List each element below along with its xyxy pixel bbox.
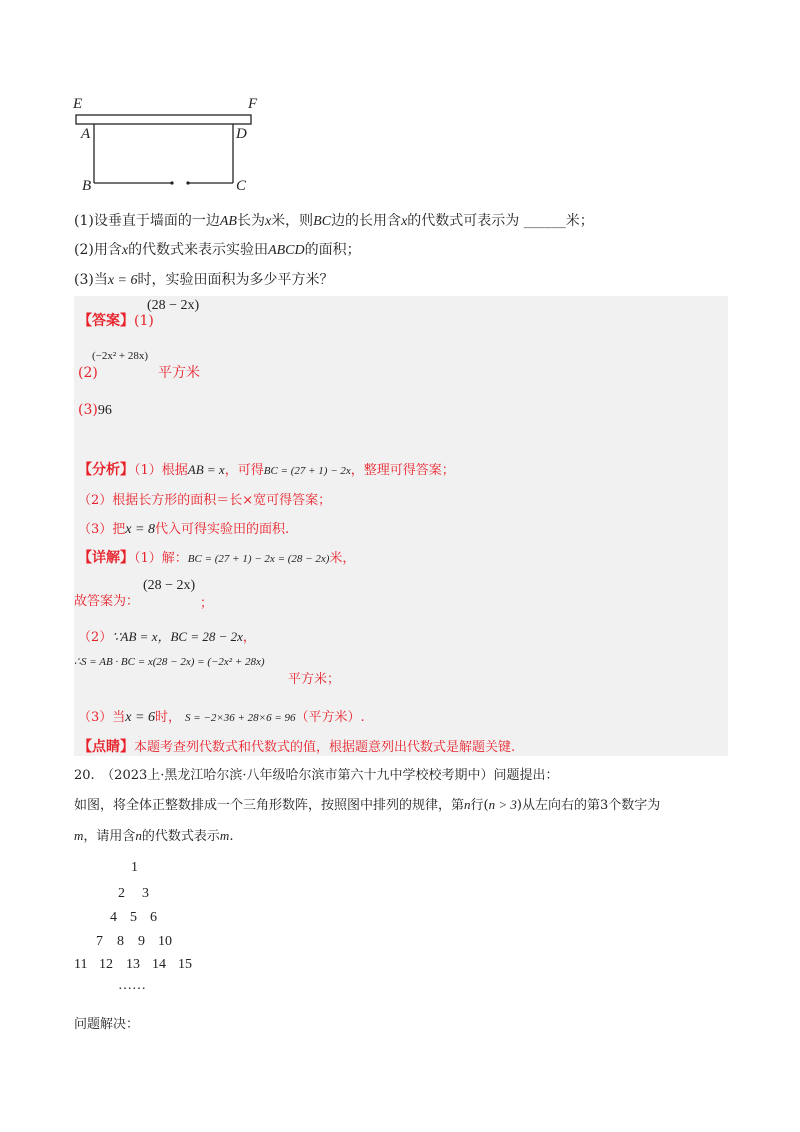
answer-expr1: (28 − 2x) xyxy=(147,298,200,313)
gap-dot-left xyxy=(170,181,173,184)
number-triangle xyxy=(70,860,270,1000)
tri-13: 13 xyxy=(126,957,140,972)
detail-line3: ∴S = AB · BC = x(28 − 2x) = (−2x² + 28x) xyxy=(74,656,265,668)
q19-part2: (2)用含x的代数式来表示实验田ABCD的面积； xyxy=(74,242,361,258)
tri-10: 10 xyxy=(158,934,172,949)
detail-answer-expr: (28 − 2x) xyxy=(143,578,196,593)
tri-12: 12 xyxy=(99,957,113,972)
label-e: E xyxy=(73,96,83,112)
q19-part3: (3)当x = 6时，实验田面积为多少平方米？ xyxy=(74,272,334,288)
analysis-line2: （2）根据长方形的面积＝长×宽可得答案； xyxy=(78,493,332,508)
detail-line2: （2）∵AB = x，BC = 28 − 2x， xyxy=(78,629,256,645)
answer-line1: 【答案】(1) xyxy=(78,313,154,329)
answer-blank: ______ xyxy=(523,213,566,229)
label-f: F xyxy=(248,96,258,112)
tri-7: 7 xyxy=(96,934,103,949)
detail-answer-end: ； xyxy=(200,596,214,611)
tri-11: 11 xyxy=(74,957,88,972)
detail-area-unit: 平方米； xyxy=(288,672,341,687)
tri-5: 5 xyxy=(130,910,137,925)
tri-6: 6 xyxy=(150,910,157,925)
tri-14: 14 xyxy=(152,957,166,972)
analysis-line1: 【分析】（1）根据AB = x，可得BC = (27 + 1) − 2x，整理可得答案； xyxy=(78,462,455,478)
rectangle-figure xyxy=(70,96,270,196)
tri-9: 9 xyxy=(138,934,145,949)
answer-unit2: 平方米 xyxy=(158,365,200,381)
tri-8: 8 xyxy=(117,934,124,949)
label-d: D xyxy=(236,126,247,142)
tri-4: 4 xyxy=(110,910,117,925)
tri-15: 15 xyxy=(178,957,192,972)
tri-3: 3 xyxy=(142,886,149,901)
answer-line2: (2) xyxy=(78,365,98,381)
q20-line2: m，请用含n的代数式表示m. xyxy=(74,828,234,844)
tri-1: 1 xyxy=(131,860,138,875)
label-c: C xyxy=(236,178,247,194)
q19-part1: (1)设垂直于墙面的一边AB长为x米，则BC边的长用含x的代数式可表示为 ______米； xyxy=(74,213,594,229)
answer-line3: (3)96 xyxy=(78,402,112,418)
wall-ef xyxy=(76,115,251,124)
label-a: A xyxy=(81,126,91,142)
q20-line1: 如图，将全体正整数排成一个三角形数阵，按照图中排列的规律，第n行(n > 3)从左向右的第3个数字为 xyxy=(74,797,661,813)
label-b: B xyxy=(82,178,92,194)
detail-answer-label: 故答案为： xyxy=(74,594,140,609)
detail-line1: 【详解】（1）解：BC = (27 + 1) − 2x = (28 − 2x)米， xyxy=(78,550,356,566)
q20-header: 20. （2023上·黑龙江哈尔滨·八年级哈尔滨市第六十九中学校校考期中）问题提出： xyxy=(74,768,559,783)
tri-ellipsis: …… xyxy=(118,978,146,993)
tri-2: 2 xyxy=(118,886,125,901)
analysis-line3: （3）把x = 8代入可得实验田的面积. xyxy=(78,522,290,537)
detail-line4: （3）当x = 6时， S = −2×36 + 28×6 = 96（平方米）. xyxy=(78,710,365,725)
q20-solve-label: 问题解决： xyxy=(74,1017,140,1032)
comment-line: 【点睛】本题考查列代数式和代数式的值，根据题意列出代数式是解题关键. xyxy=(78,739,516,755)
answer-expr2: (−2x² + 28x) xyxy=(92,350,149,362)
gap-dot-right xyxy=(186,181,189,184)
